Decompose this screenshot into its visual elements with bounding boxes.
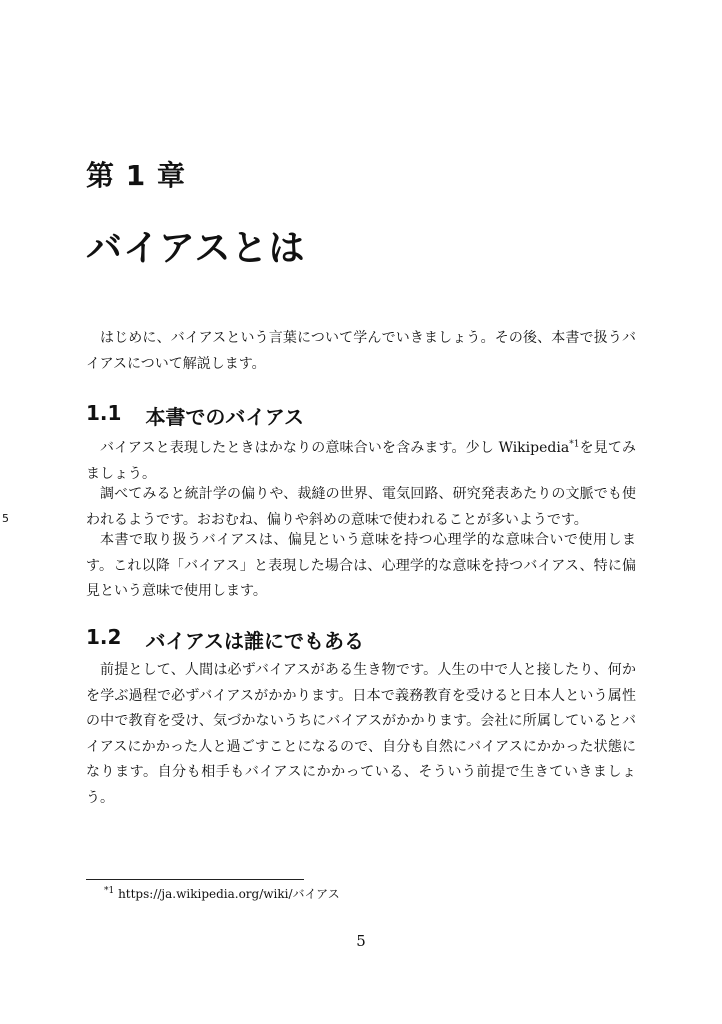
section-number: 1.2	[86, 625, 122, 649]
footnote-mark: *1	[104, 886, 115, 896]
section-title: バイアスは誰にでもある	[145, 629, 365, 653]
intro-paragraph: はじめに、バイアスという言葉について学んでいきましょう。その後、本書で扱うバイアスについて解説します。	[86, 330, 636, 372]
paragraph-wikipedia	[86, 436, 636, 487]
paragraph-text: バイアスと表現したときはかなりの意味合いを含みます。少し Wikipedia	[100, 440, 570, 456]
section-heading-1-2	[86, 625, 364, 654]
paragraph-everyone-biased: 前提として、人間は必ずバイアスがある生き物です。人生の中で人と接したり、何かを学ぶ過程で必ずバイアスがかかります。日本で義務教育を受けると日本人という属性の中で教育を受け、気づかないうちにバイアスがかかります。会社に所属しているとバイアスにかかった人と過ごすことになるので、自分も自然にバイアスにかかった状態になります。自分も相手もバイアスにかかっている、そういう前提で生きていきましょう。	[86, 662, 636, 806]
margin-line-number: 5	[2, 512, 9, 525]
page-number: 5	[356, 932, 366, 950]
section-heading-1-1	[86, 401, 304, 430]
footnote-reference[interactable]: *1	[569, 439, 580, 450]
paragraph-psychology: 本書で取り扱うバイアスは、偏見という意味を持つ心理学的な意味合いで使用します。これ以降「バイアス」と表現した場合は、心理学的な意味を持つバイアス、特に偏見という意味で使用します。	[86, 532, 636, 599]
footnote-rule	[86, 879, 304, 880]
section-title: 本書でのバイアス	[145, 405, 305, 429]
footnote-link[interactable]: https://ja.wikipedia.org/wiki/バイアス	[118, 887, 340, 901]
chapter-title: バイアスとは	[86, 228, 306, 269]
paragraph-text: を見てみましょう。	[86, 440, 637, 482]
footnote	[104, 885, 340, 902]
chapter-label: 第 1 章	[86, 159, 186, 192]
paragraph-statistics: 調べてみると統計学の偏りや、裁縫の世界、電気回路、研究発表あたりの文脈でも使われるようです。おおむね、偏りや斜めの意味で使われることが多いようです。	[86, 486, 636, 528]
section-number: 1.1	[86, 401, 122, 425]
